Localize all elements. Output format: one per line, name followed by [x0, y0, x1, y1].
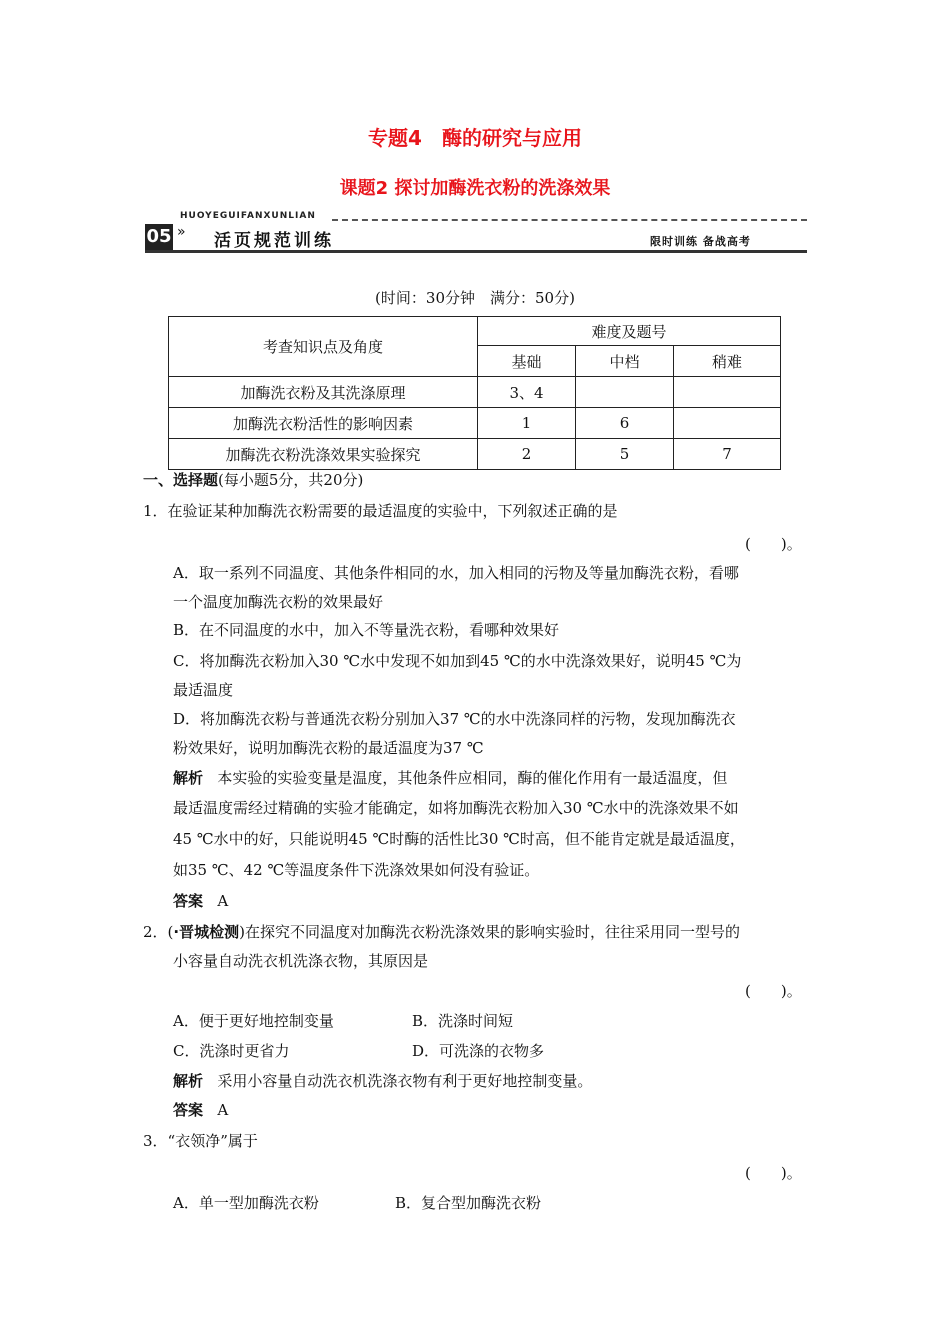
table-subheader-hard: 稍难 — [674, 346, 781, 377]
banner-dashed-divider — [332, 219, 807, 221]
q1-option-c-cont: 最适温度 — [173, 681, 234, 699]
q2-number: 2．( — [143, 923, 174, 941]
table-cell-mid: 5 — [576, 439, 674, 470]
q2-source: ·晋城检测 — [173, 923, 240, 941]
answer-value: A — [217, 1101, 229, 1119]
q1-option-d: D．将加酶洗衣粉与普通洗衣粉分别加入37 ℃的水中洗涤同样的污物，发现加酶洗衣 — [173, 710, 736, 728]
analysis-label: 解析 — [173, 769, 204, 787]
q3-stem: 3．“衣领净”属于 — [143, 1132, 258, 1150]
table-cell-basic: 3、4 — [478, 377, 576, 408]
table-cell-topic: 加酶洗衣粉及其洗涤原理 — [169, 377, 478, 408]
q1-analysis — [173, 768, 727, 788]
table-cell-hard — [674, 408, 781, 439]
chapter-title: 专题4 酶的研究与应用 — [368, 126, 582, 150]
q1-option-a-cont: 一个温度加酶洗衣粉的效果最好 — [173, 593, 384, 611]
section-note: (每小题5分，共20分) — [218, 471, 364, 489]
q2-option-b: B．洗涤时间短 — [412, 1012, 514, 1030]
q1-answer-blank: ( )。 — [745, 535, 802, 553]
q1-option-a: A．取一系列不同温度、其他条件相同的水，加入相同的污物及等量加酶洗衣粉，看哪 — [173, 564, 739, 582]
table-cell-hard — [674, 377, 781, 408]
table-cell-topic: 加酶洗衣粉活性的影响因素 — [169, 408, 478, 439]
knowledge-difficulty-table — [168, 316, 781, 470]
time-score-info: (时间：30分钟 满分：50分) — [375, 289, 575, 307]
table-cell-hard: 7 — [674, 439, 781, 470]
double-chevron-icon: » — [177, 224, 186, 240]
q3-answer-blank: ( )。 — [745, 1164, 802, 1182]
analysis-text: 本实验的实验变量是温度，其他条件应相同，酶的催化作用有一最适温度，但 — [217, 769, 728, 787]
section-heading — [143, 470, 363, 490]
q2-stem-text: )在探究不同温度对加酶洗衣粉洗涤效果的影响实验时，往往采用同一型号的 — [239, 923, 740, 941]
q3-option-a: A．单一型加酶洗衣粉 — [173, 1194, 319, 1212]
table-cell-mid: 6 — [576, 408, 674, 439]
table-row — [169, 439, 781, 470]
table-cell-basic: 1 — [478, 408, 576, 439]
analysis-text: 采用小容量自动洗衣机洗涤衣物有利于更好地控制变量。 — [217, 1072, 593, 1090]
banner-pinyin: HUOYEGUIFANXUNLIAN — [180, 211, 316, 221]
q2-answer — [173, 1100, 228, 1120]
table-subheader-basic: 基础 — [478, 346, 576, 377]
table-cell-mid — [576, 377, 674, 408]
q1-answer — [173, 891, 228, 911]
banner-title: 活页规范训练 — [214, 231, 334, 251]
table-header-difficulty: 难度及题号 — [478, 317, 781, 346]
analysis-label: 解析 — [173, 1072, 204, 1090]
answer-value: A — [217, 892, 229, 910]
table-subheader-mid: 中档 — [576, 346, 674, 377]
q1-option-d-cont: 粉效果好，说明加酶洗衣粉的最适温度为37 ℃ — [173, 739, 484, 757]
q2-stem — [143, 922, 740, 942]
q3-option-b: B．复合型加酶洗衣粉 — [395, 1194, 542, 1212]
answer-label: 答案 — [173, 1101, 204, 1119]
banner-slogan: 限时训练 备战高考 — [650, 235, 751, 248]
q2-answer-blank: ( )。 — [745, 982, 802, 1000]
table-row — [169, 377, 781, 408]
banner-underline — [145, 250, 807, 253]
section-title: 一、选择题 — [143, 471, 219, 489]
q2-option-c: C．洗涤时更省力 — [173, 1042, 290, 1060]
table-row — [169, 408, 781, 439]
q1-analysis-line3: 45 ℃水中的好，只能说明45 ℃时酶的活性比30 ℃时高，但不能肯定就是最适温度， — [173, 830, 745, 848]
q2-option-d: D．可洗涤的衣物多 — [412, 1042, 545, 1060]
table-cell-topic: 加酶洗衣粉洗涤效果实验探究 — [169, 439, 478, 470]
answer-label: 答案 — [173, 892, 204, 910]
q2-stem-cont: 小容量自动洗衣机洗涤衣物，其原因是 — [173, 952, 429, 970]
q2-analysis — [173, 1071, 592, 1091]
q1-option-b: B．在不同温度的水中，加入不等量洗衣粉，看哪种效果好 — [173, 621, 560, 639]
q1-analysis-line4: 如35 ℃、42 ℃等温度条件下洗涤效果如何没有验证。 — [173, 861, 540, 879]
q1-option-c: C．将加酶洗衣粉加入30 ℃水中发现不如加到45 ℃的水中洗涤效果好，说明45 ℃为 — [173, 652, 742, 670]
banner-number-badge: 05 — [145, 224, 173, 250]
q2-option-a: A．便于更好地控制变量 — [173, 1012, 334, 1030]
q1-stem: 1．在验证某种加酶洗衣粉需要的最适温度的实验中，下列叙述正确的是 — [143, 502, 618, 520]
table-header-topic: 考查知识点及角度 — [169, 317, 478, 377]
table-cell-basic: 2 — [478, 439, 576, 470]
q1-analysis-line2: 最适温度需经过精确的实验才能确定，如将加酶洗衣粉加入30 ℃水中的洗涤效果不如 — [173, 799, 739, 817]
lesson-subtitle: 课题2 探讨加酶洗衣粉的洗涤效果 — [339, 178, 611, 199]
